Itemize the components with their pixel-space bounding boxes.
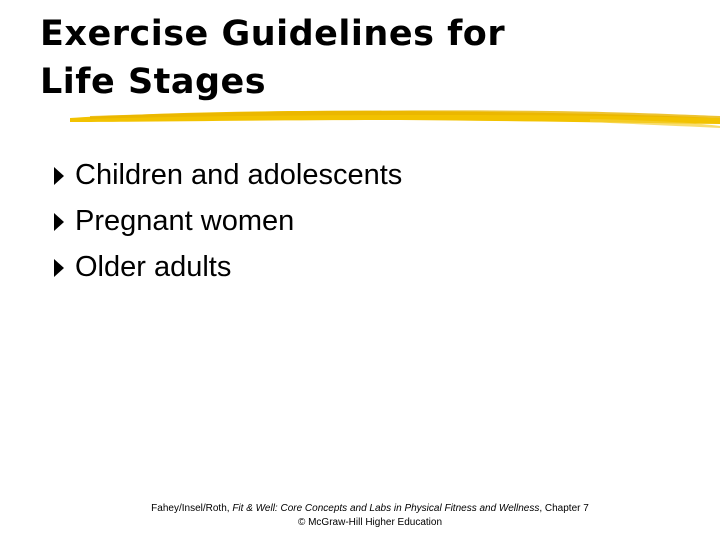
footer-copyright: © McGraw-Hill Higher Education <box>297 517 443 528</box>
footer-authors: Fahey/Insel/Roth, <box>151 503 233 514</box>
bullet-item <box>54 152 402 198</box>
footer-citation <box>120 502 620 516</box>
bullet-text: Pregnant women <box>75 204 295 237</box>
bullet-list <box>54 152 402 290</box>
bullet-text: Older adults <box>75 250 232 283</box>
footer-book-title: Fit & Well: Core Concepts and Labs in Physical Fitness and Wellness <box>232 503 540 514</box>
bullet-item <box>54 244 402 290</box>
footer-chapter: , Chapter 7 <box>539 503 589 514</box>
slide-title-line-2: Life Stages <box>40 62 267 102</box>
triangle-right-icon <box>54 213 64 231</box>
slide-footer <box>120 502 620 530</box>
triangle-right-icon <box>54 259 64 277</box>
bullet-item <box>54 198 402 244</box>
slide-title-line-1: Exercise Guidelines for <box>40 14 506 54</box>
bullet-text: Children and adolescents <box>75 158 403 191</box>
slide-title <box>40 10 660 106</box>
triangle-right-icon <box>54 167 64 185</box>
title-underline-brushstroke <box>70 104 720 132</box>
